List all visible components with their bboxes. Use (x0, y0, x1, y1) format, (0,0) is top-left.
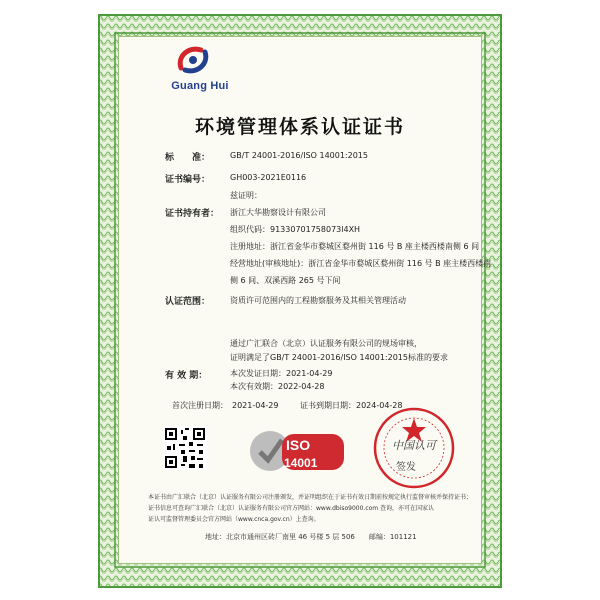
scope-value: 资质许可范围内的工程勘察服务及其相关管理活动 (230, 296, 406, 305)
standard-label: 标 准： (165, 153, 211, 163)
cert-number-value: GH003-2021E0116 (230, 173, 307, 182)
seal-signature: 中国认可 (392, 439, 436, 452)
holder-name: 浙江大华勘察设计有限公司 (230, 208, 326, 217)
iso-number: 14001 (284, 456, 318, 470)
iso-text: ISO (286, 437, 311, 453)
standard-value: GB/T 24001-2016/ISO 14001:2015 (230, 151, 368, 160)
brand-name: Guang Hui (171, 80, 229, 92)
operating-address-line1: 经营地址(审核地址)：浙江省金华市婺城区婺州街 116 号 B 座主楼西楼南 (230, 259, 492, 268)
statement-line1: 通过广汇联合（北京）认证服务有限公司的规场审核， (230, 339, 422, 348)
qr-code-icon (163, 426, 207, 470)
guang-hui-logo-icon (175, 42, 211, 78)
issue-date: 本次发证日期：2021-04-29 (230, 369, 333, 378)
org-code: 组织代码：91330701758073l4XH (230, 225, 361, 234)
first-registration-date: 首次注册日期： 2021-04-29 (172, 401, 279, 410)
scope-label: 认证范围： (165, 297, 211, 307)
holder-label: 证书持有者： (165, 209, 220, 219)
footer-line3: 证认可监督管理委员会官方网站（www.cnca.gov.cn）上查询。 (148, 516, 320, 523)
footer-address: 地址：北京市通州区砖厂南里 46 号楼 5 层 506 邮编：101121 (205, 533, 417, 541)
validity-label: 有 效 期： (165, 371, 208, 381)
registered-address: 注册地址：浙江省金华市婺城区婺州街 116 号 B 座主楼西楼南侧 6 间 (230, 242, 480, 251)
certificate-expiry-date: 证书到期日期：2024-04-28 (300, 401, 403, 410)
cert-number-label: 证书编号： (165, 175, 211, 185)
sub-cert-label: 兹证明： (230, 191, 262, 200)
certificate-title: 环境管理体系认证证书 (194, 116, 405, 138)
footer-line2: 证书信息可查询广汇联合（北京）认证服务有限公司官方网站：www.dbiso9000.com 查询，亦可在国家认 (148, 505, 435, 512)
statement-line2: 证明满足了GB/T 24001-2016/ISO 14001:2015标准的要求 (230, 353, 448, 362)
operating-address-line2: 侧 6 间、双溪西路 265 号下间 (230, 276, 341, 285)
expiry-date: 本次有效期：2022-04-28 (230, 382, 325, 391)
footer-line1: 本证书由广汇联合（北京）认证服务有限公司注册颁发，并证明组织在于证书有效日期前按规定执行监督审核并保持证书； (148, 494, 473, 501)
seal-label: 签发 (396, 462, 416, 473)
